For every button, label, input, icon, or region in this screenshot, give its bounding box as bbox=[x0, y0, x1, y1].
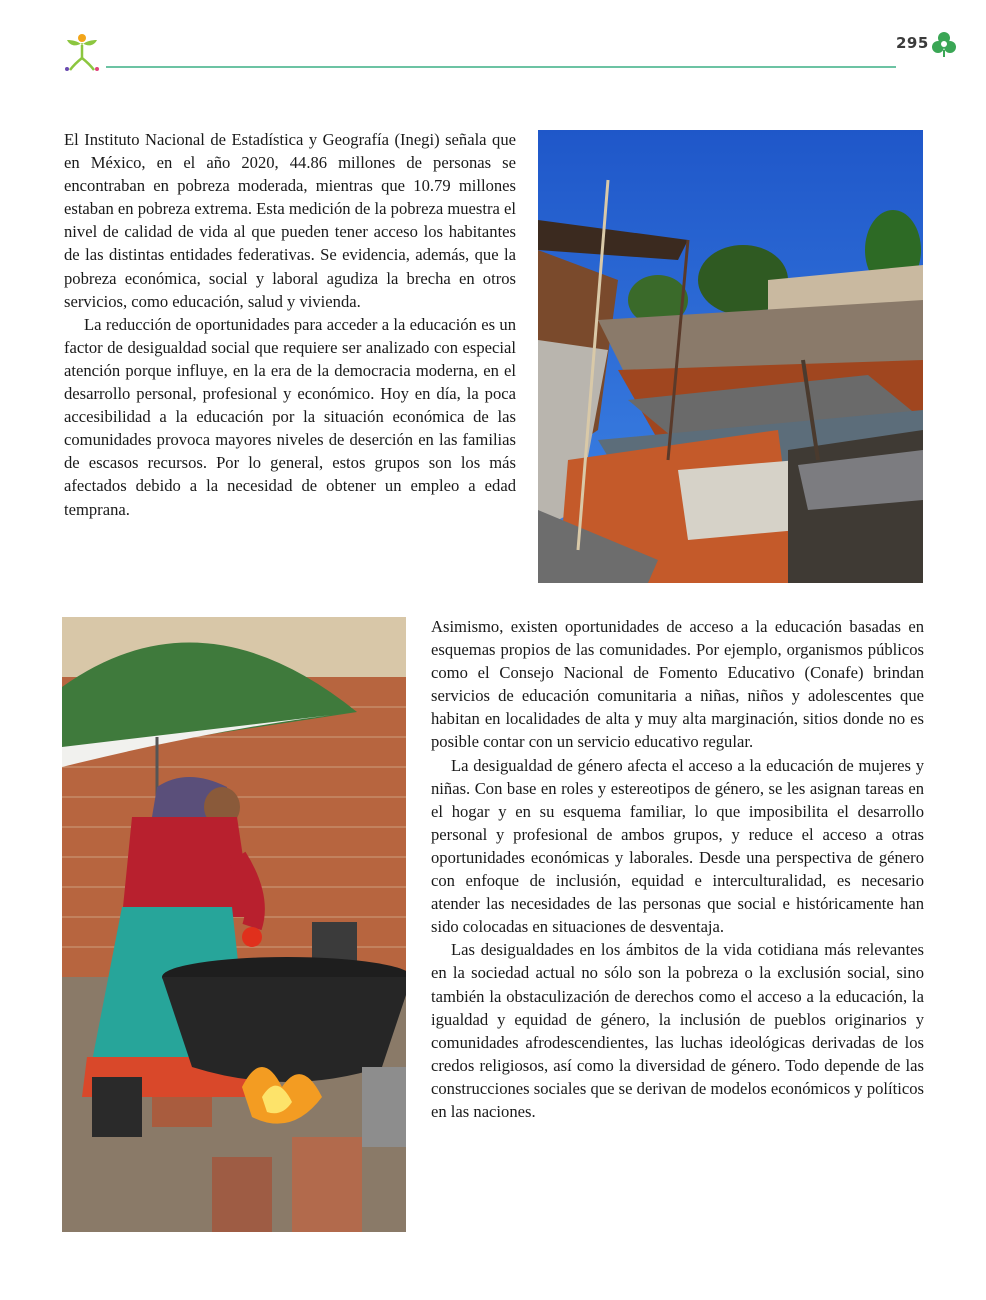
page-number: 295 bbox=[896, 34, 929, 52]
shantytown-rooftops-photo bbox=[538, 130, 923, 583]
text-block-top bbox=[64, 128, 516, 521]
green-clover-icon bbox=[930, 30, 958, 58]
header-rule bbox=[106, 66, 896, 68]
sprout-figure-icon bbox=[62, 30, 102, 72]
paragraph: Asimismo, existen oportunidades de acceso a la educación basadas en esquemas propios de las comunidades. Por ejemplo, organismos públicos como el Consejo Nacional de Fomento Educativo (Conafe) brindan servicios de educación comunitaria a niñas, niños y adolescentes que habitan en localidades de alta y muy alta marginación, sitios donde no es posible contar con un servicio educativo regular. bbox=[431, 617, 924, 752]
woman-cooking-outdoors-photo bbox=[62, 617, 406, 1232]
paragraph: El Instituto Nacional de Estadística y Geografía (Inegi) señala que en México, en el año 2020, 44.86 millones de personas se encontraban en pobreza moderada, mientras que 10.79 millones estaban en pobreza extrema. Esta medición de la pobreza muestra el nivel de calidad de vida al que pueden tener acceso los habitantes de las distintas entidades federativas. Se evidencia, además, que la pobreza económica, social y laboral agudiza la brecha en otros servicios, como educación, salud y vivienda. bbox=[64, 130, 516, 311]
text-block-bottom bbox=[431, 615, 924, 1123]
paragraph: La desigualdad de género afecta el acceso a la educación de mujeres y niñas. Con base en roles y estereotipos de género, se les asignan tareas en el hogar y en su esquema familiar, lo que imposibilita el desarrollo personal y profesional de ambos grupos, y reduce el acceso a otras oportunidades económicas y laborales. Desde una perspectiva de género con enfoque de inclusión, equidad e interculturalidad, es necesario atender las necesidades de las personas que social e históricamente han sido colocadas en situaciones de desventaja. bbox=[431, 755, 924, 937]
paragraph: La reducción de oportunidades para acceder a la educación es un factor de desigualdad social que requiere ser analizado con especial atención porque influye, en la era de la democracia moderna, en el desarrollo personal, profesional y económico. Hoy en día, la poca accesibilidad a la educación por la situación económica de las comunidades provoca mayores niveles de deserción en las familias de escasos recursos. Por lo general, estos grupos son los más afectados debido a la necesidad de obtener un empleo a edad temprana. bbox=[64, 314, 516, 519]
paragraph: Las desigualdades en los ámbitos de la vida cotidiana más relevantes en la sociedad actual no sólo son la pobreza o la exclusión social, sino también la obstaculización de derechos como el acceso a la educación, la igualdad y equidad de género, la inclusión de pueblos originarios y comunidades afrodescendientes, las luchas ideológicas derivadas de los credos religiosos, así como la diversidad de género. Todo depende de las construcciones sociales que se derivan de modelos económicos y políticos en las naciones. bbox=[431, 940, 924, 1121]
